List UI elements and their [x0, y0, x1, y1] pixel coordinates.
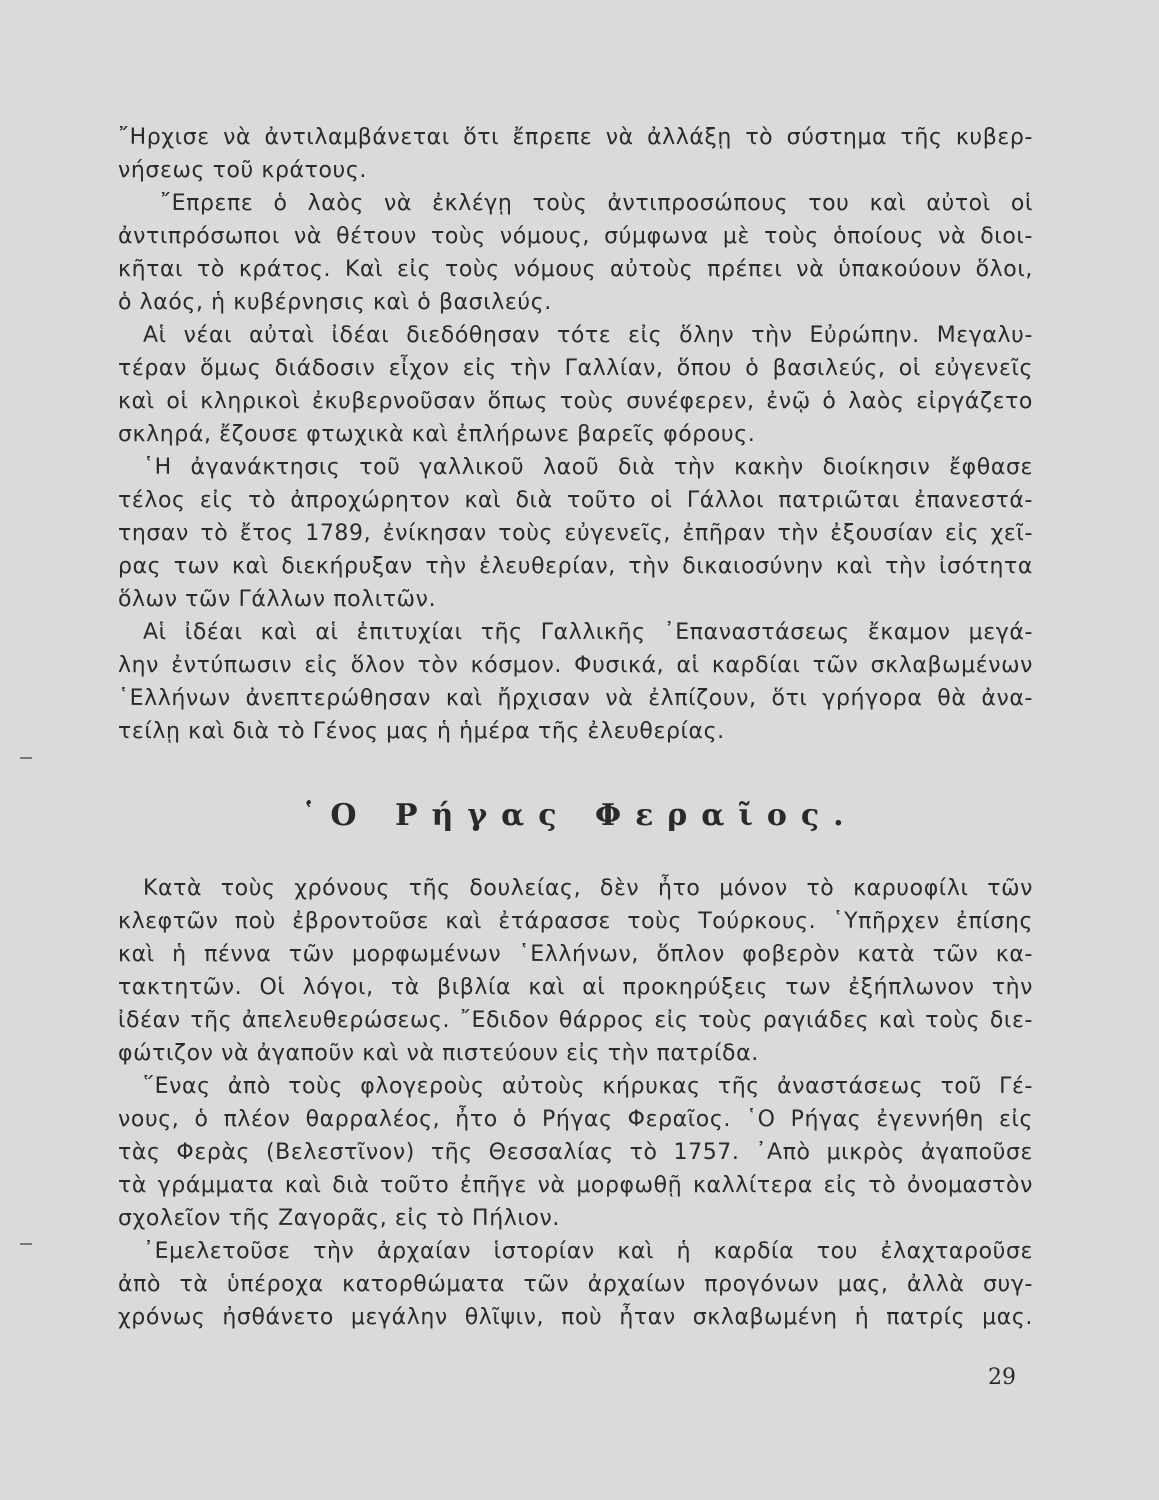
text-line: κῆται τὸ κράτος. Καὶ εἰς τοὺς νόμους αὐτοὺς πρέπει νὰ ὑπακούουν ὅλοι,: [118, 257, 1033, 282]
text-line: τέραν ὅμως διάδοσιν εἶχον εἰς τὴν Γαλλίαν, ὅπου ὁ βασιλεύς, οἱ εὐγενεῖς: [118, 356, 1033, 381]
text-line: λην ἐντύπωσιν εἰς ὅλον τὸν κόσμον. Φυσικά, αἱ καρδίαι τῶν σκλαβωμένων: [118, 653, 1033, 678]
text-line: ῾Η ἀγανάκτησις τοῦ γαλλικοῦ λαοῦ διὰ τὴν κακὴν διοίκησιν ἔφθασε: [143, 455, 1033, 480]
text-line: Αἱ νέαι αὐταὶ ἰδέαι διεδόθησαν τότε εἰς ὅλην τὴν Εὐρώπην. Μεγαλυ-: [143, 323, 1033, 348]
text-line: τακτητῶν. Οἱ λόγοι, τὰ βιβλία καὶ αἱ προκηρύξεις των ἐξήπλωνον τὴν: [118, 975, 1033, 1000]
text-line: χρόνως ἠσθάνετο μεγάλην θλῖψιν, ποὺ ἦταν σκλαβωμένη ἡ πατρίς μας.: [118, 1305, 1033, 1330]
text-line: σχολεῖον τῆς Ζαγορᾶς, εἰς τὸ Πήλιον.: [118, 1206, 560, 1231]
text-line: ᾿Εμελετοῦσε τὴν ἀρχαίαν ἱστορίαν καὶ ἡ καρδία του ἐλαχταροῦσε: [143, 1239, 1033, 1264]
text-line: ῎Ηρχισε νὰ ἀντιλαμβάνεται ὅτι ἔπρεπε νὰ ἀλλάξῃ τὸ σύστημα τῆς κυβερ-: [118, 125, 1033, 150]
text-line: ὁ λαός, ἡ κυβέρνησις καὶ ὁ βασιλεύς.: [118, 290, 552, 315]
text-line: ῞Ενας ἀπὸ τοὺς φλογεροὺς αὐτοὺς κήρυκας τῆς ἀναστάσεως τοῦ Γέ-: [143, 1074, 1033, 1099]
section-text: [118, 872, 1033, 1334]
text-line: ῾Ελλήνων ἀνεπτερώθησαν καὶ ἤρχισαν νὰ ἐλπίζουν, ὅτι γρήγορα θὰ ἀνα-: [118, 686, 1033, 711]
text-line: τησαν τὸ ἔτος 1789, ἐνίκησαν τοὺς εὐγενεῖς, ἐπῆραν τὴν ἐξουσίαν εἰς χεῖ-: [118, 521, 1033, 546]
text-line: ῎Επρεπε ὁ λαὸς νὰ ἐκλέγῃ τοὺς ἀντιπροσώπους του καὶ αὐτοὶ οἱ: [160, 191, 1033, 216]
text-line: ἀντιπρόσωποι νὰ θέτουν τοὺς νόμους, σύμφωνα μὲ τοὺς ὁποίους νὰ διοι-: [118, 224, 1033, 249]
text-line: Κατὰ τοὺς χρόνους τῆς δουλείας, δὲν ἦτο μόνον τὸ καρυοφίλι τῶν: [143, 876, 1033, 901]
page-number: 29: [988, 1365, 1016, 1390]
intro-text: [118, 121, 1033, 748]
text-line: Αἱ ἰδέαι καὶ αἱ ἐπιτυχίαι τῆς Γαλλικῆς ᾿Επαναστάσεως ἔκαμον μεγά-: [143, 620, 1033, 645]
text-line: ἰδέαν τῆς ἀπελευθερώσεως. ῎Εδιδον θάρρος εἰς τοὺς ραγιάδες καὶ τοὺς διε-: [118, 1008, 1033, 1033]
margin-mark: [20, 757, 32, 759]
text-line: τέλος εἰς τὸ ἀπροχώρητον καὶ διὰ τοῦτο οἱ Γάλλοι πατριῶται ἐπανεστά-: [118, 488, 1033, 513]
section-heading: ῾Ο Ρήγας Φεραῖος.: [301, 798, 858, 833]
text-line: τὰ γράμματα καὶ διὰ τοῦτο ἐπῆγε νὰ μορφωθῇ καλλίτερα εἰς τὸ ὀνομαστὸν: [118, 1173, 1033, 1198]
text-line: φώτιζον νὰ ἀγαποῦν καὶ νὰ πιστεύουν εἰς τὴν πατρίδα.: [118, 1041, 759, 1066]
text-line: ἀπὸ τὰ ὑπέροχα κατορθώματα τῶν ἀρχαίων προγόνων μας, ἀλλὰ συγ-: [118, 1272, 1033, 1297]
text-line: κλεφτῶν ποὺ ἐβροντοῦσε καὶ ἐτάρασσε τοὺς Τούρκους. ῾Υπῆρχεν ἐπίσης: [118, 909, 1033, 934]
text-line: ρας των καὶ διεκήρυξαν τὴν ἐλευθερίαν, τὴν δικαιοσύνην καὶ τὴν ἰσότητα: [118, 554, 1033, 579]
text-line: τὰς Φερὰς (Βελεστῖνον) τῆς Θεσσαλίας τὸ 1757. ᾿Απὸ μικρὸς ἀγαποῦσε: [118, 1140, 1033, 1165]
text-line: καὶ οἱ κληρικοὶ ἐκυβερνοῦσαν ὅπως τοὺς συνέφερεν, ἐνῷ ὁ λαὸς εἰργάζετο: [118, 389, 1033, 414]
margin-mark: [20, 1243, 32, 1245]
text-line: νους, ὁ πλέον θαρραλέος, ἦτο ὁ Ρήγας Φεραῖος. ῾Ο Ρήγας ἐγεννήθη εἰς: [118, 1107, 1033, 1132]
text-line: σκληρά, ἔζουσε φτωχικὰ καὶ ἐπλήρωνε βαρεῖς φόρους.: [118, 422, 756, 447]
text-line: τείλῃ καὶ διὰ τὸ Γένος μας ἡ ἡμέρα τῆς ἐλευθερίας.: [118, 719, 725, 744]
text-line: ὅλων τῶν Γάλλων πολιτῶν.: [118, 587, 437, 612]
text-line: καὶ ἡ πέννα τῶν μορφωμένων ῾Ελλήνων, ὅπλον φοβερὸν κατὰ τῶν κα-: [118, 942, 1033, 967]
text-line: νήσεως τοῦ κράτους.: [118, 158, 367, 183]
